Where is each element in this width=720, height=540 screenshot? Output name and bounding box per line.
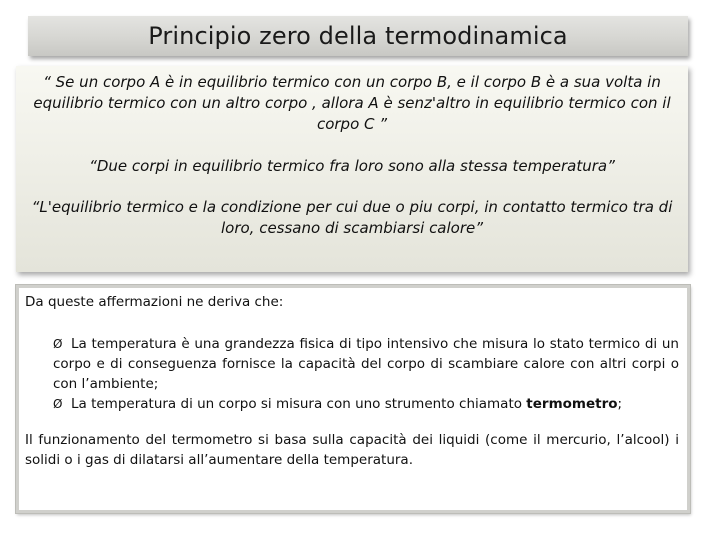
- bullet-text: La temperatura di un corpo si misura con uno strumento chiamato: [71, 396, 527, 412]
- quote-zero-law: “ Se un corpo A è in equilibrio termico con un corpo B, e il corpo B è a sua volta in equilibrio termico con un altro corpo , allora A è senz'altro in equilibrio termico con il corpo C ”: [33, 73, 671, 133]
- bullet-list: [25, 334, 679, 414]
- arrow-bullet-icon: Ø: [53, 337, 63, 351]
- quote-same-temperature: “Due corpi in equilibrio termico fra loro sono alla stessa temperatura”: [89, 157, 615, 175]
- page-title: Principio zero della termodinamica: [148, 22, 568, 50]
- quote-box: [16, 66, 688, 272]
- bullet-text-end: ;: [617, 396, 623, 412]
- bullet-text: La temperatura è una grandezza fisica di tipo intensivo che misura lo stato termico di un corpo e di conseguenza fornisce la capacità del corpo di scambiare calore con altri corpi o con l’ambiente;: [53, 336, 679, 392]
- bullet-bold-term: termometro: [526, 396, 618, 412]
- bullet-item-temperature: [53, 334, 679, 394]
- bullet-item-thermometer: [53, 394, 679, 414]
- title-bar: [28, 16, 688, 56]
- info-outro: Il funzionamento del termometro si basa sulla capacità dei liquidi (come il mercurio, l’alcool) i solidi o i gas di dilatarsi all’aumentare della temperatura.: [25, 432, 679, 468]
- info-box: [16, 285, 690, 513]
- arrow-bullet-icon: Ø: [53, 397, 63, 411]
- info-intro: Da queste affermazioni ne deriva che:: [25, 294, 284, 310]
- quote-thermal-equilibrium: “L'equilibrio termico e la condizione per cui due o piu corpi, in contatto termico tra di loro, cessano di scambiarsi calore”: [31, 198, 673, 237]
